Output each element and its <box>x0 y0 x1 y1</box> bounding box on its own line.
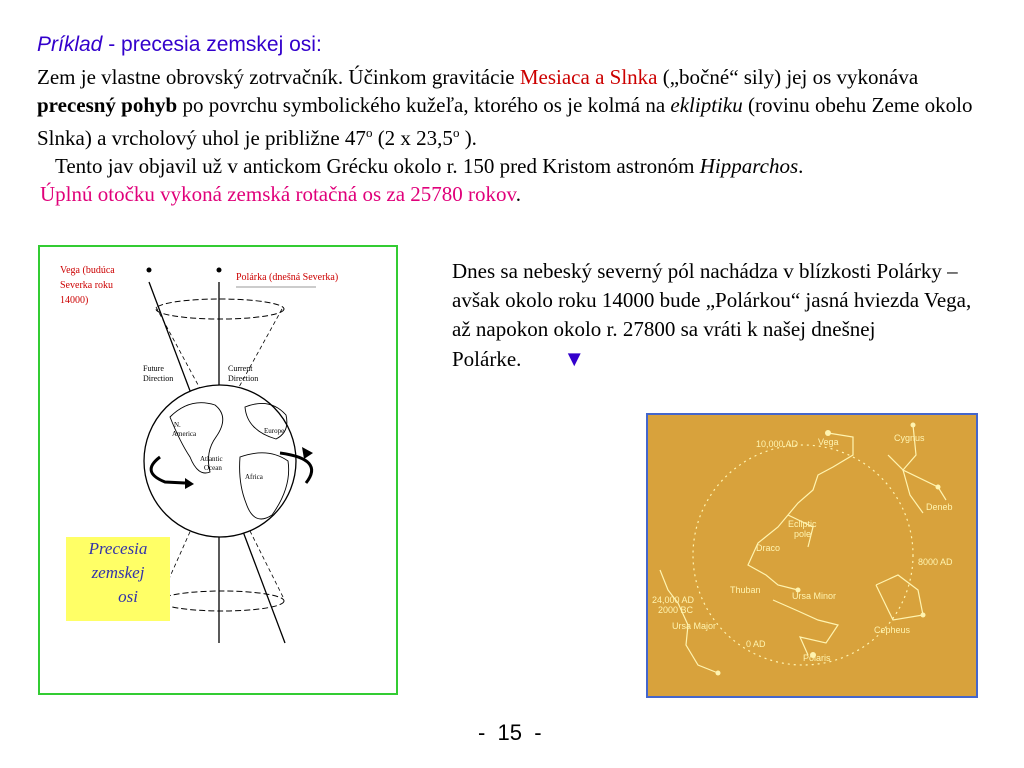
label-draco: Draco <box>756 543 781 553</box>
ocean-label: Atlantic <box>200 455 223 463</box>
top-precession-ellipse <box>156 299 284 319</box>
cepheus-constellation <box>876 575 923 620</box>
continent-label: Europe <box>264 427 285 435</box>
right-paragraph <box>452 257 992 374</box>
vega-star-dot <box>147 268 152 273</box>
label-8000-ad: 8000 AD <box>918 557 953 567</box>
para-text: Zem je vlastne obrovský zotrvačník. Účinkom gravitácie <box>37 65 520 89</box>
label-ecliptic: Ecliptic <box>788 519 817 529</box>
vega-label-line2: Severka roku <box>60 280 114 291</box>
continent-label: N. <box>174 421 181 429</box>
current-direction-label: Direction <box>228 374 259 383</box>
degree-sup: o <box>452 125 460 140</box>
label-cygnus: Cygnus <box>894 433 925 443</box>
para-italic-ecliptic: ekliptiku <box>670 93 743 117</box>
star-dot <box>716 671 721 676</box>
vega-label-line1: Vega (budúca <box>60 265 115 276</box>
title-prefix: Príklad <box>37 33 103 56</box>
precession-diagram <box>40 247 396 693</box>
para-text: . <box>798 154 804 178</box>
continent-label: Africa <box>245 473 263 481</box>
precesia-label-line: osi <box>118 587 138 606</box>
ursa-minor-constellation <box>773 600 838 655</box>
label-deneb: Deneb <box>926 502 953 512</box>
continent-label: America <box>172 430 197 438</box>
current-direction-label: Current <box>228 364 253 373</box>
title-text: precesia zemskej osi: <box>121 33 322 56</box>
para-text: (rovinu obehu Zeme okolo Slnka) a vrcholový uhol je približne 47 <box>37 93 973 150</box>
star-dot <box>936 485 941 490</box>
star-dot <box>911 423 916 428</box>
star-map-svg <box>648 415 976 696</box>
bottom-precession-ellipse <box>160 591 284 611</box>
polaris-star-dot <box>217 268 222 273</box>
slide-title <box>37 33 322 57</box>
para-highlight-moon-sun: Mesiaca a Slnka <box>519 65 658 89</box>
future-direction-label: Direction <box>143 374 174 383</box>
ocean-label: Ocean <box>204 464 222 472</box>
label-0-ad: 0 AD <box>746 639 766 649</box>
arrowhead-icon <box>302 447 313 459</box>
precession-figure <box>38 245 398 695</box>
para-text: („bočné“ sily) jej os vykonáva <box>657 65 919 89</box>
cygnus-constellation <box>888 455 923 513</box>
para-text: ). <box>459 126 477 150</box>
main-paragraph <box>37 63 997 208</box>
label-polaris: Polaris <box>803 653 831 663</box>
label-thuban: Thuban <box>730 585 761 595</box>
page-number: - 15 - <box>478 720 542 745</box>
star-dot <box>921 613 926 618</box>
para-text: po povrchu symbolického kužeľa, ktorého os je kolmá na <box>177 93 671 117</box>
label-ursa-minor: Ursa Minor <box>792 591 837 601</box>
future-direction-label: Future <box>143 364 164 373</box>
title-dash: - <box>102 33 122 56</box>
label-2000-bc: 2000 BC <box>658 605 694 615</box>
label-ursa-major: Ursa Major <box>672 621 717 631</box>
label-cepheus: Cepheus <box>874 625 911 635</box>
polaris-label: Polárka (dnešná Severka) <box>236 272 339 283</box>
star-dot <box>825 430 831 436</box>
para-text: . <box>515 182 521 206</box>
label-24000-ad: 24,000 AD <box>652 595 695 605</box>
precesia-label-box <box>66 537 170 621</box>
triangle-down-icon: ▼ <box>563 346 586 371</box>
degree-sup: o <box>365 125 373 140</box>
draco-constellation <box>748 433 853 590</box>
vega-label-line3: 14000) <box>60 295 89 306</box>
label-pole: pole <box>794 529 812 539</box>
star-map-image <box>646 413 978 698</box>
para-text: (2 x 23,5 <box>372 126 453 150</box>
para-italic-hipparchos: Hipparchos <box>699 154 799 178</box>
precesia-label-line: zemskej <box>91 563 145 582</box>
right-paragraph-dot: . <box>516 347 522 371</box>
para-bold-precession: precesný pohyb <box>37 93 178 117</box>
label-vega: Vega <box>818 437 839 447</box>
label-10000-ad: 10,000 AD <box>756 439 799 449</box>
para-magenta-line: Úplnú otočku vykoná zemská rotačná os za 25780 rokov <box>40 182 516 206</box>
para-text: Tento jav objavil už v antickom Grécku okolo r. 150 pred Kristom astronóm <box>55 154 700 178</box>
precesia-label-line: Precesia <box>88 539 148 558</box>
right-paragraph-text: Dnes sa nebeský severný pól nachádza v blízkosti Polárky – avšak okolo roku 14000 bude „Polárkou“ jasná hviezda Vega, až napokon okolo r. 27800 sa vráti k našej dnešnej Polárke <box>452 259 972 371</box>
